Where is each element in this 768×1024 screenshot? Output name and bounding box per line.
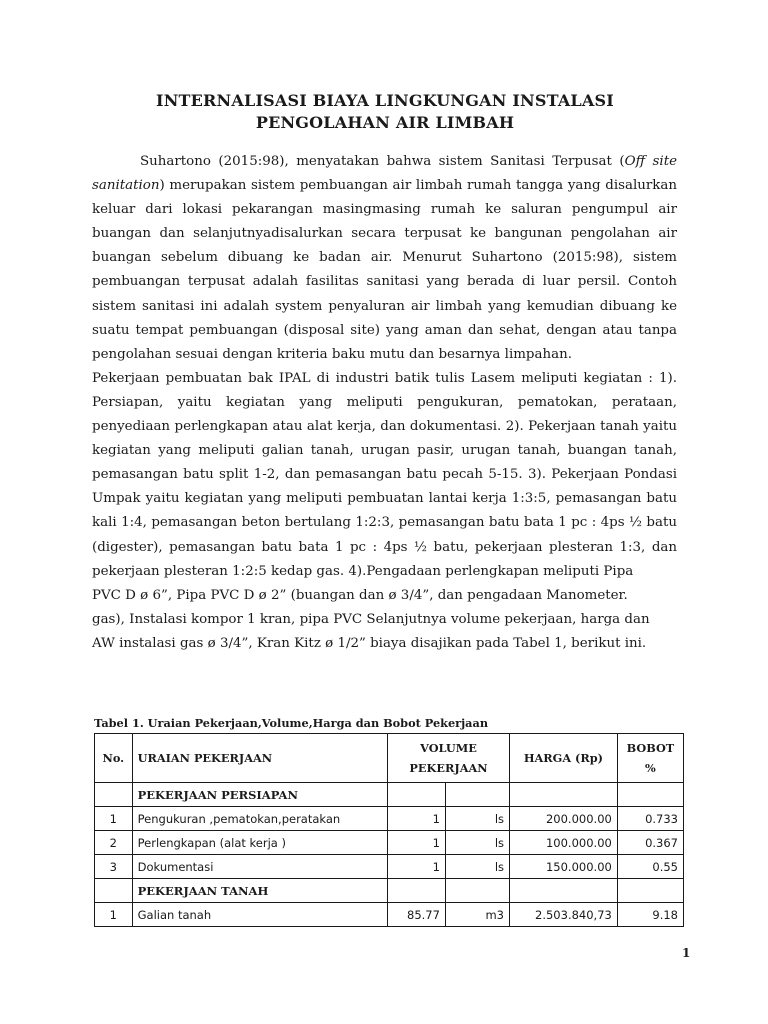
paragraph-1-suffix: ) merupakan sistem pembuangan air limbah rumah tangga yang disalurkan keluar dari lokasi pekarangan masingmasing rumah ke saluran pengumpul air buangan dan selanjutnyadisalurkan secara terpusat ke bangunan pengolahan air buangan sebelum dibuang ke badan air. Menurut Suhartono (2015:98), sistem pembuangan terpusat adalah fasilitas sanitasi yang berada di luar persil. Contoh sistem sanitasi ini adalah system penyaluran air limbah yang kemudian dibuang ke suatu tempat pembuangan (disposal site) yang aman dan sehat, dengan atau tanpa pengolahan sesuai dengan kriteria baku mutu dan besarnya limpahan. — [92, 178, 677, 362]
cell-desc: Perlengkapan (alat kerja ) — [132, 831, 387, 855]
cell-unit: m3 — [445, 903, 509, 927]
pvc-line-1: PVC D ø 6”, Pipa PVC D ø 2” (buangan dan ø 3/4”, dan pengadaan Manometer. — [92, 587, 628, 603]
cell-no: 1 — [95, 903, 133, 927]
cell-desc: Pengukuran ,pematokan,peratakan — [132, 807, 387, 831]
cell-volume: 1 — [387, 831, 445, 855]
header-desc: URAIAN PEKERJAAN — [132, 734, 387, 783]
cell-no — [95, 879, 133, 903]
table-header-row — [95, 734, 684, 783]
cell-price — [510, 879, 618, 903]
header-no: No. — [95, 734, 133, 783]
header-price: HARGA (Rp) — [510, 734, 618, 783]
paragraph-1-italic: Off site sanitation — [92, 154, 677, 194]
cell-bobot: 0.55 — [617, 855, 683, 879]
cell-bobot — [617, 879, 683, 903]
table-row — [95, 855, 684, 879]
cell-bobot: 0.733 — [617, 807, 683, 831]
cell-unit: ls — [445, 831, 509, 855]
header-bobot-line-1: BOBOT — [626, 741, 675, 755]
work-table — [94, 733, 684, 927]
table-row — [95, 831, 684, 855]
header-bobot-line-2: % — [645, 761, 656, 775]
title-line-2: PENGOLAHAN AIR LIMBAH — [255, 113, 515, 132]
cell-price: 2.503.840,73 — [510, 903, 618, 927]
header-volume-line-1: VOLUME — [420, 741, 477, 755]
pvc-line-2: gas), Instalasi kompor 1 kran, pipa PVC Selanjutnya volume pekerjaan, harga dan — [92, 611, 650, 627]
table-row — [95, 783, 684, 807]
cell-unit — [445, 783, 509, 807]
cell-volume: 1 — [387, 807, 445, 831]
cell-price: 200.000.00 — [510, 807, 618, 831]
cell-unit — [445, 879, 509, 903]
cell-bobot — [617, 783, 683, 807]
title-line-1: INTERNALISASI BIAYA LINGKUNGAN INSTALASI — [156, 91, 614, 110]
cell-unit: ls — [445, 855, 509, 879]
cell-desc: PEKERJAAN PERSIAPAN — [132, 783, 387, 807]
cell-desc: PEKERJAAN TANAH — [132, 879, 387, 903]
table-row — [95, 807, 684, 831]
cell-no — [95, 783, 133, 807]
cell-unit: ls — [445, 807, 509, 831]
cell-desc: Galian tanah — [132, 903, 387, 927]
cell-no: 1 — [95, 807, 133, 831]
paragraph-1-prefix: Suhartono (2015:98), menyatakan bahwa sistem Sanitasi Terpusat ( — [140, 154, 625, 169]
table-caption: Tabel 1. Uraian Pekerjaan,Volume,Harga dan Bobot Pekerjaan — [94, 716, 489, 730]
table-row — [95, 903, 684, 927]
cell-price: 100.000.00 — [510, 831, 618, 855]
cell-volume — [387, 783, 445, 807]
paragraph-1 — [92, 150, 677, 367]
cell-bobot: 0.367 — [617, 831, 683, 855]
cell-volume: 85.77 — [387, 903, 445, 927]
body-text — [92, 150, 677, 656]
table-row — [95, 879, 684, 903]
cell-price — [510, 783, 618, 807]
header-volume-line-2: PEKERJAAN — [409, 761, 488, 775]
cell-no: 2 — [95, 831, 133, 855]
cell-desc: Dokumentasi — [132, 855, 387, 879]
paragraph-2: Pekerjaan pembuatan bak IPAL di industri batik tulis Lasem meliputi kegiatan : 1). Persiapan, yaitu kegiatan yang meliputi pengukuran, pematokan, perataan, penyediaan perlengkapan atau alat kerja, dan dokumentasi. 2). Pekerjaan tanah yaitu kegiatan yang meliputi galian tanah, urugan pasir, urugan tanah, buangan tanah, pemasangan batu split 1-2, dan pemasangan batu pecah 5-15. 3). Pekerjaan Pondasi Umpak yaitu kegiatan yang meliputi pembuatan lantai kerja 1:3:5, pemasangan batu kali 1:4, pemasangan beton bertulang 1:2:3, pemasangan batu bata 1 pc : 4ps ½ batu (digester), pemasangan batu bata 1 pc : 4ps ½ batu, pekerjaan plesteran 1:3, dan pekerjaan plesteran 1:2:5 kedap gas. 4).Pengadaan perlengkapan meliputi Pipa — [92, 370, 677, 579]
cell-bobot: 9.18 — [617, 903, 683, 927]
cell-volume: 1 — [387, 855, 445, 879]
cell-price: 150.000.00 — [510, 855, 618, 879]
cell-no: 3 — [95, 855, 133, 879]
document-title — [90, 90, 680, 134]
cell-volume — [387, 879, 445, 903]
pvc-line-3: AW instalasi gas ø 3/4”, Kran Kitz ø 1/2” biaya disajikan pada Tabel 1, berikut ini. — [92, 635, 647, 651]
page-number: 1 — [682, 946, 691, 960]
header-volume — [387, 734, 509, 783]
header-bobot — [617, 734, 683, 783]
